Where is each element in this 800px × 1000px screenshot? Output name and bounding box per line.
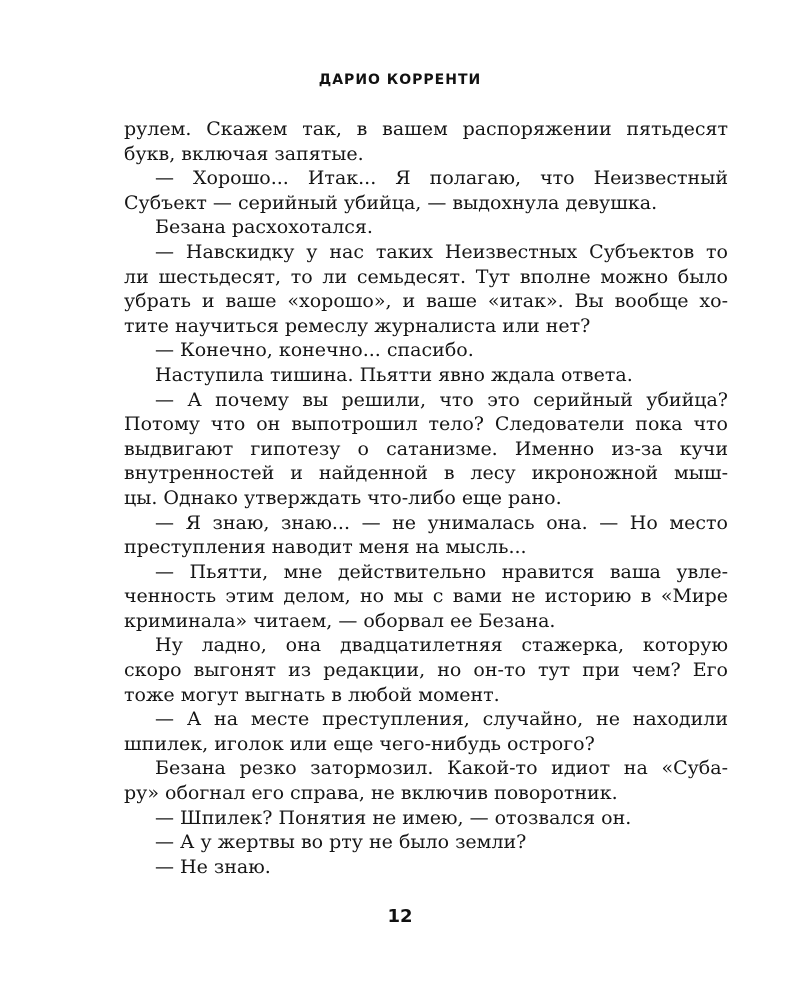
text-line: убрать и ваше «хорошо», и ваше «итак». Вы вообще хо- [124,290,728,313]
text-line: — А на месте преступления, случайно, не находили [155,708,728,731]
text-line: выдвигают гипотезу о сатанизме. Именно из-за кучи [124,437,728,460]
text-line: внутренностей и найденной в лесу икроножной мыш- [124,462,728,485]
text-line: — Навскидку у нас таких Неизвестных Субъектов то [155,240,728,263]
text-line: Потому что он выпотрошил тело? Следователи пока что [124,413,728,436]
running-head: ДАРИО КОРРЕНТИ [318,72,482,88]
body-text [124,117,728,879]
text-line: — Я знаю, знаю... — не унималась она. — Но место [155,511,728,534]
text-line: — Конечно, конечно... спасибо. [155,339,474,362]
text-line: Субъект — серийный убийца, — выдохнула девушка. [124,191,658,214]
page-number: 12 [387,906,413,927]
text-line: Ну ладно, она двадцатилетняя стажерка, которую [155,634,728,657]
text-line: ли шестьдесят, то ли семьдесят. Тут вполне можно было [124,265,728,288]
text-line: — А почему вы решили, что это серийный убийца? [155,388,728,411]
text-line: букв, включая запятые. [124,142,364,165]
text-line: криминала» читаем, — оборвал ее Безана. [124,609,556,632]
text-line: скоро выгонят из редакции, но он-то тут при чем? Его [124,659,728,682]
text-line: — Хорошо... Итак... Я полагаю, что Неизвестный [155,167,728,190]
text-line: — Пьятти, мне действительно нравится ваша увле- [155,560,728,583]
text-line: Безана расхохотался. [155,216,373,239]
text-line: — А у жертвы во рту не было земли? [155,831,527,854]
text-line: ченность этим делом, но мы с вами не историю в «Мире [124,585,728,608]
text-line: тоже могут выгнать в любой момент. [124,683,500,706]
text-line: цы. Однако утверждать что-либо еще рано. [124,486,562,509]
text-line: рулем. Скажем так, в вашем распоряжении пятьдесят [124,118,728,140]
text-line: — Не знаю. [155,855,271,878]
text-line: Наступила тишина. Пьятти явно ждала ответа. [155,363,633,386]
text-line: Безана резко затормозил. Какой-то идиот на «Суба- [155,757,728,780]
text-line: шпилек, иголок или еще чего-нибудь острого? [124,732,595,755]
text-line: — Шпилек? Понятия не имею, — отозвался он. [155,806,632,829]
text-line: ру» обогнал его справа, не включив поворотник. [124,782,618,805]
text-line: преступления наводит меня на мысль... [124,536,527,559]
text-line: тите научиться ремеслу журналиста или нет? [124,314,591,337]
